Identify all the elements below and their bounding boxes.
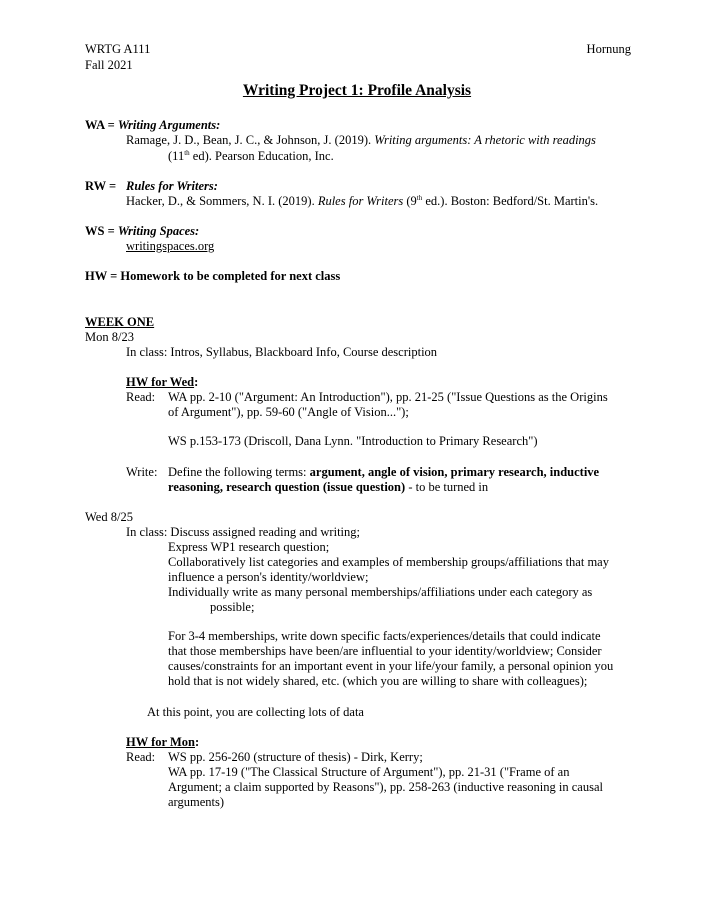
write-intro: Define the following terms: bbox=[168, 465, 310, 479]
wa-name: Writing Arguments: bbox=[117, 118, 221, 132]
mon-in-class: In class: Intros, Syllabus, Blackboard Info, Course description bbox=[126, 345, 438, 359]
wed-in-class: In class: Discuss assigned reading and writing; bbox=[126, 525, 360, 539]
mon-hw-heading-text: HW for Wed bbox=[126, 375, 195, 389]
term: Fall 2021 bbox=[85, 58, 133, 72]
wed-hw-heading: HW for Mon: bbox=[126, 735, 200, 749]
rw-cite-authors: Hacker, D., & Sommers, N. I. (2019). bbox=[126, 194, 318, 208]
wed-hw-heading-text: HW for Mon bbox=[126, 735, 195, 749]
write-terms-2: reasoning, research question (issue question) bbox=[168, 480, 406, 494]
hw-legend: HW = Homework to be completed for next class bbox=[85, 269, 341, 283]
wed-item: Collaboratively list categories and examples of membership groups/affiliations that may bbox=[168, 555, 609, 569]
write-terms-1: argument, angle of vision, primary research, inductive bbox=[309, 465, 600, 479]
rw-citation bbox=[126, 194, 598, 209]
wa-heading bbox=[85, 118, 220, 133]
author-name: Hornung bbox=[586, 42, 631, 56]
wa-edition-sup: th bbox=[184, 148, 190, 157]
wed-item: Individually write as many personal memberships/affiliations under each category as bbox=[168, 585, 593, 599]
wa-citation bbox=[126, 133, 596, 148]
rw-name: Rules for Writers: bbox=[126, 179, 218, 193]
week-heading: WEEK ONE bbox=[85, 315, 155, 329]
mon-hw-heading: HW for Wed: bbox=[126, 375, 199, 389]
write-turn-in: - to be turned in bbox=[405, 480, 489, 494]
rw-edition-b: ed.). Boston: Bedford/St. Martin's. bbox=[422, 194, 599, 208]
wed-item: causes/constraints for an important event in your life/your family, a personal opinion you bbox=[168, 659, 614, 673]
wed-item: For 3-4 memberships, write down specific facts/experiences/details that could indicate bbox=[168, 629, 601, 643]
wed-item: that those memberships have been/are influential to your identity/worldview; Consider bbox=[168, 644, 602, 658]
wa-abbr: WA = bbox=[85, 118, 118, 132]
wed-read-label: Read: bbox=[126, 750, 156, 764]
ws-name: Writing Spaces: bbox=[117, 224, 200, 238]
mon-write-line-1 bbox=[168, 465, 599, 480]
wed-note: At this point, you are collecting lots of data bbox=[147, 705, 364, 719]
rw-cite-title: Rules for Writers bbox=[317, 194, 404, 208]
rw-edition-a: (9 bbox=[403, 194, 417, 208]
wed-item: possible; bbox=[210, 600, 255, 614]
mon-date: Mon 8/23 bbox=[85, 330, 134, 344]
mon-write-line-2 bbox=[168, 480, 488, 495]
wa-citation-cont bbox=[168, 149, 334, 164]
rw-edition-sup: th bbox=[416, 193, 423, 202]
wed-read-line: Argument; a claim supported by Reasons"), pp. 258-263 (inductive reasoning in causal bbox=[168, 780, 603, 794]
wa-cite-authors: Ramage, J. D., Bean, J. C., & Johnson, J. (2019). bbox=[126, 133, 375, 147]
mon-read-line-1: WA pp. 2-10 ("Argument: An Introduction"), pp. 21-25 ("Issue Questions as the Origins bbox=[168, 390, 608, 404]
wed-item: influence a person's identity/worldview; bbox=[168, 570, 369, 584]
wed-date: Wed 8/25 bbox=[85, 510, 133, 524]
ws-link[interactable]: writingspaces.org bbox=[126, 239, 215, 253]
mon-write-label: Write: bbox=[126, 465, 158, 479]
wed-read-line: arguments) bbox=[168, 795, 225, 809]
rw-abbr: RW = bbox=[85, 179, 117, 193]
wed-item: hold that is not widely shared, etc. (which you are willing to share with colleagues); bbox=[168, 674, 588, 688]
wa-edition-a: (11 bbox=[168, 149, 185, 163]
ws-abbr: WS = bbox=[85, 224, 118, 238]
wa-cite-title: Writing arguments: A rhetoric with readings bbox=[374, 133, 596, 147]
ws-heading bbox=[85, 224, 199, 239]
mon-read-line-2: of Argument"), pp. 59-60 ("Angle of Vision..."); bbox=[168, 405, 409, 419]
wed-read-line: WA pp. 17-19 ("The Classical Structure of Argument"), pp. 21-31 ("Frame of an bbox=[168, 765, 570, 779]
page-title: Writing Project 1: Profile Analysis bbox=[242, 82, 472, 99]
mon-read-label: Read: bbox=[126, 390, 156, 404]
wa-edition-b: ed). Pearson Education, Inc. bbox=[189, 149, 334, 163]
course-code: WRTG A111 bbox=[85, 42, 151, 56]
wed-item: Express WP1 research question; bbox=[168, 540, 330, 554]
wed-read-line: WS pp. 256-260 (structure of thesis) - Dirk, Kerry; bbox=[168, 750, 423, 764]
rw-heading bbox=[85, 179, 218, 194]
mon-read-line-3: WS p.153-173 (Driscoll, Dana Lynn. "Introduction to Primary Research") bbox=[168, 434, 538, 448]
